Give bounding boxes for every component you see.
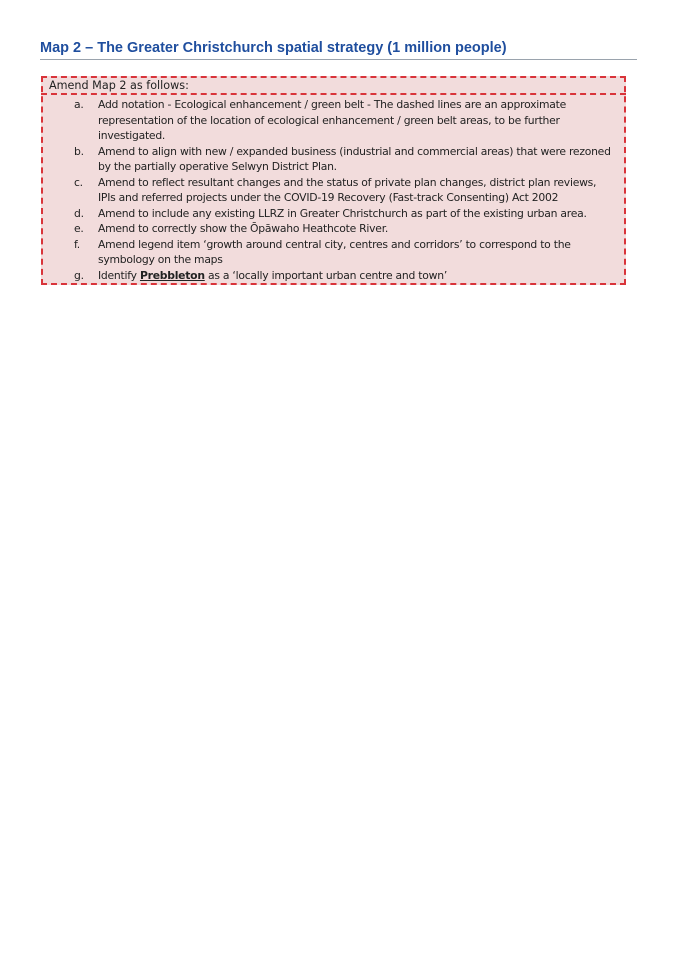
item-text: Amend to reflect resultant changes and the status of private plan changes, district plan reviews, IPIs and referred projects under the COVID-19 Recovery (Fast-track Consenting) Act 2002: [98, 175, 597, 204]
section-heading: Map 2 – The Greater Christchurch spatial strategy (1 million people): [40, 40, 637, 60]
list-item: [43, 97, 624, 144]
item-text: [98, 268, 612, 284]
item-letter: c.: [74, 175, 83, 189]
dashed-divider: [41, 93, 626, 95]
item-text: Amend to correctly show the Ōpāwaho Heathcote River.: [98, 222, 389, 235]
item-text: Amend to align with new / expanded business (industrial and commercial areas) that were rezoned by the partially operative Selwyn District Plan.: [98, 144, 611, 173]
list-item: [43, 237, 624, 268]
town-name-emphasis: Prebbleton: [139, 268, 205, 282]
amendment-list: [43, 97, 624, 283]
item-letter: a.: [74, 98, 84, 111]
item-letter: f.: [74, 237, 80, 251]
item-text: Add notation - Ecological enhancement / green belt - The dashed lines are an approximate representation of the location of ecological enhancement / green belt areas, to be further investigated.: [98, 98, 566, 142]
item-letter: e.: [74, 222, 84, 235]
amendment-intro: Amend Map 2 as follows:: [49, 79, 189, 92]
item-text-before: Identify: [98, 268, 140, 282]
item-letter: d.: [74, 206, 84, 220]
list-item: [43, 206, 624, 222]
item-text-after: as a ‘locally important urban centre and town’: [204, 268, 448, 282]
list-item: [43, 175, 624, 206]
list-item: [43, 221, 624, 237]
item-letter: g.: [74, 268, 84, 282]
item-letter: b.: [74, 144, 84, 158]
amendment-box: [41, 76, 626, 285]
list-item: [43, 144, 624, 175]
item-text: Amend legend item ‘growth around central city, centres and corridors’ to correspond to the symbology on the maps: [98, 237, 571, 266]
item-text: Amend to include any existing LLRZ in Greater Christchurch as part of the existing urban area.: [98, 206, 587, 220]
list-item: [43, 268, 624, 284]
